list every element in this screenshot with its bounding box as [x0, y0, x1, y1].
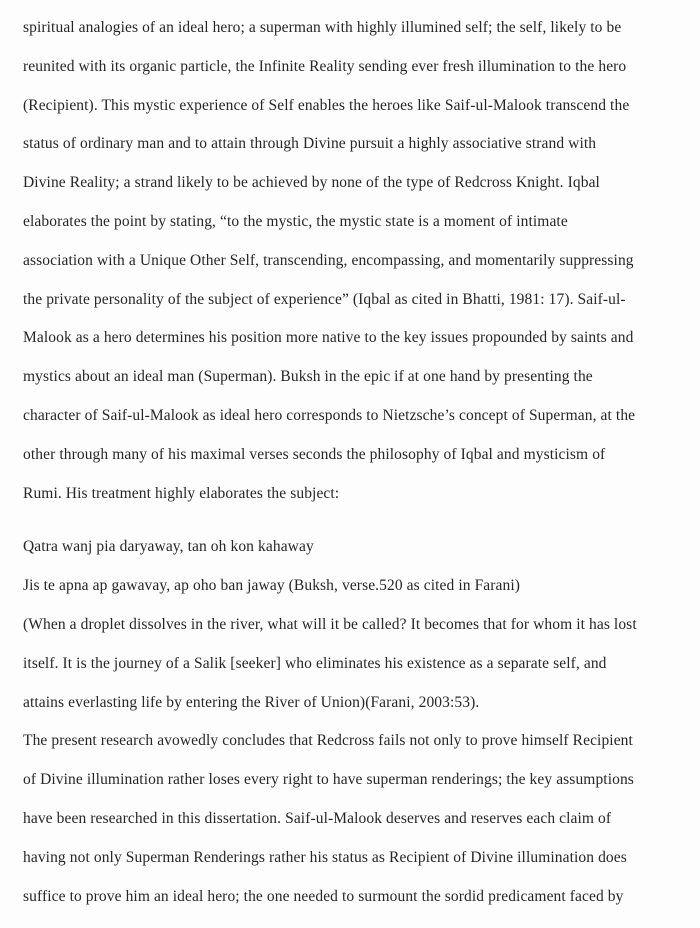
verse-line: Jis te apna ap gawavay, ap oho ban jaway (Buksh, verse.520 as cited in Farani) — [23, 577, 521, 595]
text-line: itself. It is the journey of a Salik [seeker] who eliminates his existence as a separate self, and — [23, 654, 607, 672]
text-line: Malook as a hero determines his position more native to the key issues propounded by saints and — [23, 329, 634, 347]
text-line: association with a Unique Other Self, transcending, encompassing, and momentarily suppressing — [23, 251, 634, 269]
text-line: Rumi. His treatment highly elaborates the subject: — [23, 484, 340, 502]
text-line: The present research avowedly concludes that Redcross fails not only to prove himself Recipient — [23, 732, 633, 750]
text-line: having not only Superman Renderings rather his status as Recipient of Divine illumination does — [23, 848, 627, 866]
text-line: (Recipient). This mystic experience of Self enables the heroes like Saif-ul-Malook transcend the — [23, 96, 630, 114]
paragraph-conclusion — [23, 722, 684, 916]
paragraph-verse-translation — [23, 606, 684, 722]
text-line: attains everlasting life by entering the River of Union)(Farani, 2003:53). — [23, 693, 480, 711]
text-line: mystics about an ideal man (Superman). Buksh in the epic if at one hand by presenting the — [23, 368, 593, 386]
text-line: of Divine illumination rather loses every right to have superman renderings; the key assumptions — [23, 771, 634, 789]
text-line: status of ordinary man and to attain through Divine pursuit a highly associative strand with — [23, 135, 597, 153]
paragraph-main-body — [23, 9, 684, 513]
text-line: suffice to prove him an ideal hero; the one needed to surmount the sordid predicament faced by — [23, 887, 624, 905]
text-line: other through many of his maximal verses seconds the philosophy of Iqbal and mysticism of — [23, 445, 606, 463]
text-line: elaborates the point by stating, “to the mystic, the mystic state is a moment of intimate — [23, 212, 568, 230]
verse-line: Qatra wanj pia daryaway, tan oh kon kahaway — [23, 538, 314, 556]
text-line: (When a droplet dissolves in the river, what will it be called? It becomes that for whom it has lost — [23, 615, 637, 633]
paragraph-verse — [23, 528, 684, 606]
text-line: Divine Reality; a strand likely to be achieved by none of the type of Redcross Knight. Iqbal — [23, 174, 600, 192]
text-line: have been researched in this dissertation. Saif-ul-Malook deserves and reserves each claim of — [23, 809, 612, 827]
text-line: reunited with its organic particle, the Infinite Reality sending ever fresh illumination to the hero — [23, 57, 627, 75]
text-line: the private personality of the subject of experience” (Iqbal as cited in Bhatti, 1981: 17). Saif-ul- — [23, 290, 626, 308]
text-line: character of Saif-ul-Malook as ideal hero corresponds to Nietzsche’s concept of Superman, at the — [23, 406, 636, 424]
text-line: spiritual analogies of an ideal hero; a superman with highly illumined self; the self, likely to be — [23, 19, 622, 36]
